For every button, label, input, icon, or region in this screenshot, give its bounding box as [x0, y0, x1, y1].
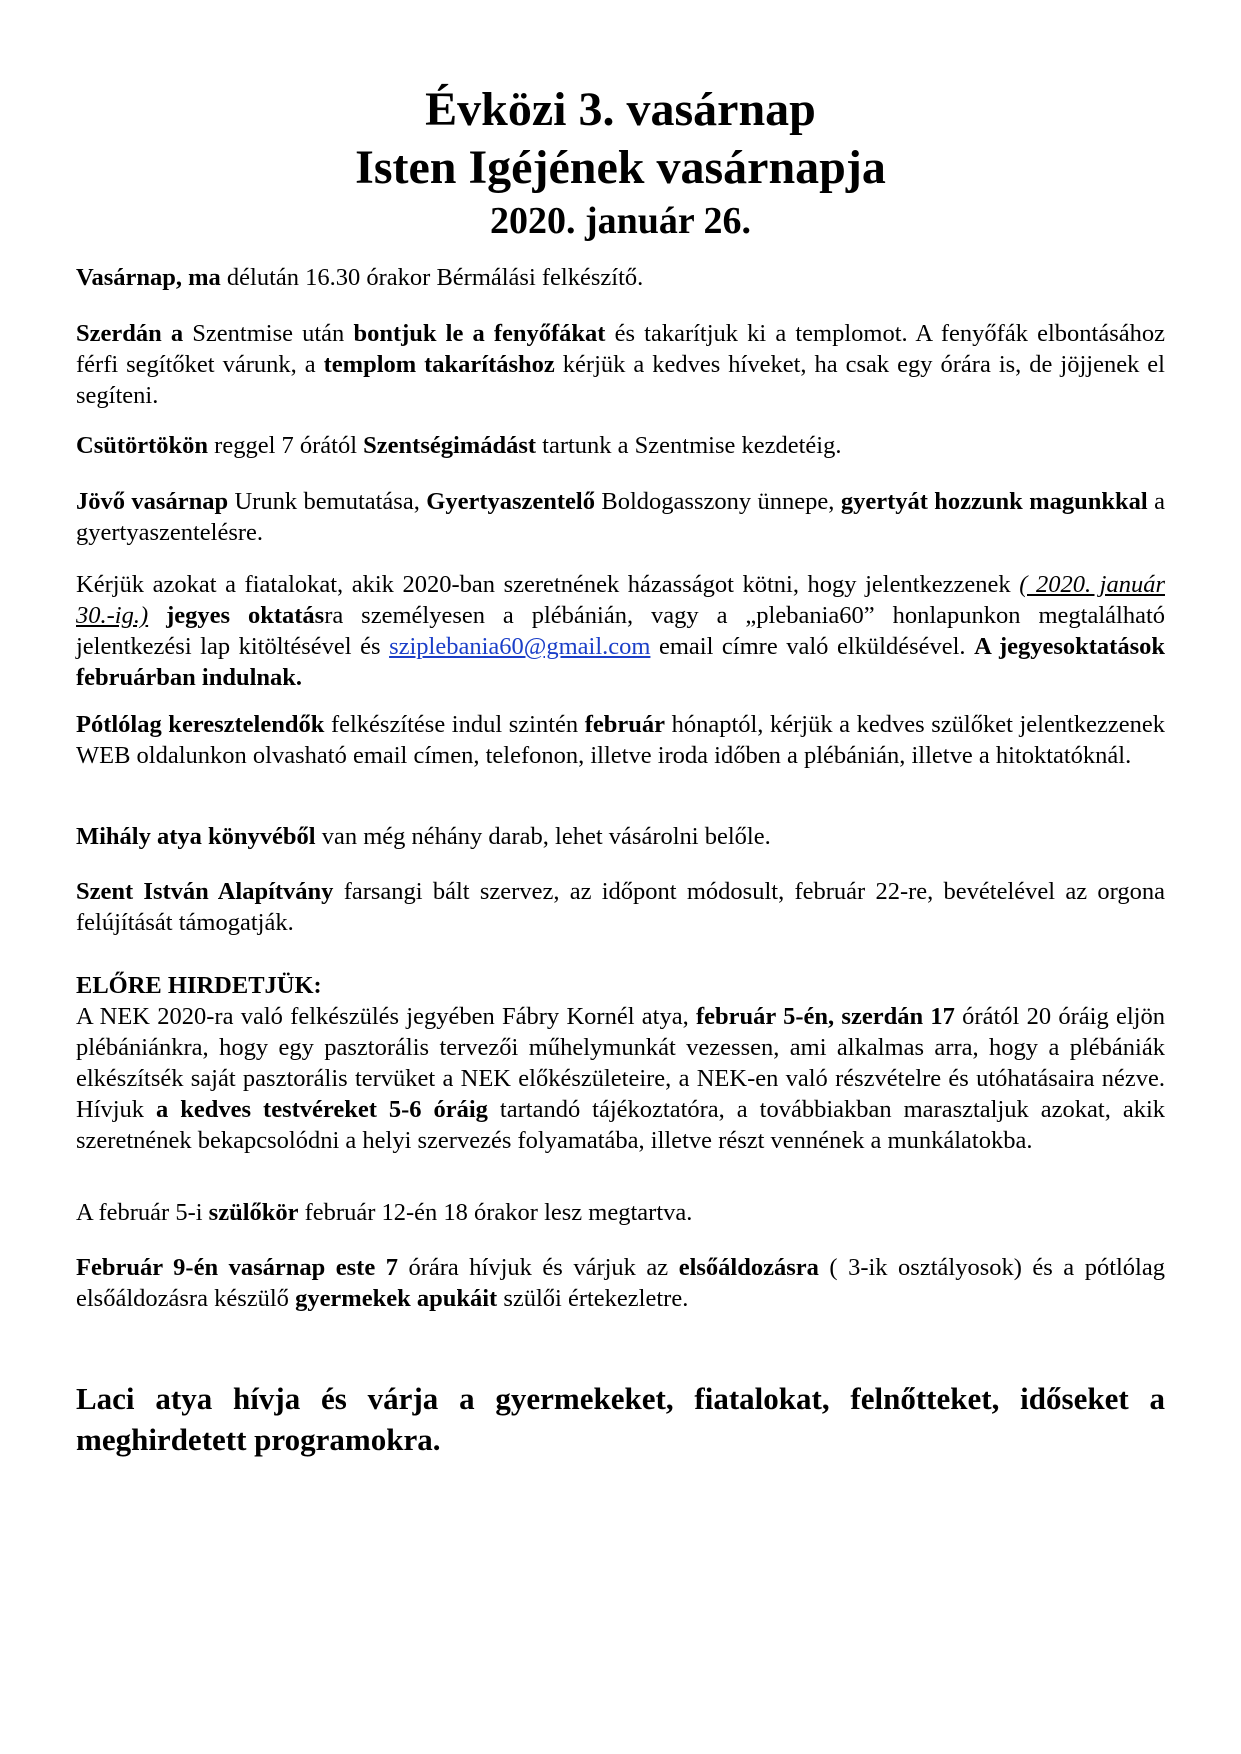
announcement-next-sunday: Jövő vasárnap Urunk bemutatása, Gyertyaszentelő Boldogasszony ünnepe, gyertyát hozzunk magunkkal a gyertyaszentelésre. — [76, 488, 1165, 546]
announcement-nek: A NEK 2020-ra való felkészülés jegyében Fábry Kornél atya, február 5-én, szerdán 17 órától 20 óráig eljön plébániánkra, hogy egy pasztorális tervezői műhelymunkát vezessen, ami alkalmas arra, hogy a plébániák elkészítsék saját pasztorális tervüket a NEK előkészületeire, a NEK-en való részvételre és utóhatásaira nézve. Hívjuk a kedves testvéreket 5-6 óráig tartandó tájékoztatóra, a továbbiakban marasztaljuk azokat, akik szeretnének bekapcsolódni a helyi szervezés folyamatába, illetve részt vennének a munkálatokba. — [76, 1003, 1165, 1154]
announcement-thursday: Csütörtökön reggel 7 órától Szentségimádást tartunk a Szentmise kezdetéig. — [76, 432, 842, 459]
announcement-baptism: Pótlólag keresztelendők felkészítése indul szintén február hónaptól, kérjük a kedves szülőket jelentkezzenek WEB oldalunkon olvasható email címen, telefonon, illetve iroda időben a plébánián, illetve a hitoktatóknál. — [76, 711, 1165, 769]
announcement-ball: Szent István Alapítvány farsangi bált szervez, az időpont módosult, február 22-re, bevételével az orgona felújítását támogatják. — [76, 878, 1165, 936]
email-link[interactable]: sziplebania60@gmail.com — [389, 633, 651, 660]
page-subtitle: Isten Igéjének vasárnapja — [355, 141, 886, 194]
page-title: Évközi 3. vasárnap — [425, 83, 816, 136]
announcement-marriage-prep: Kérjük azokat a fiatalokat, akik 2020-ban szeretnének házasságot kötni, hogy jelentkezzenek ( 2020. január 30.-ig.) jegyes oktatásra személyesen a plébánián, vagy a „plebania60” honlapunkon megtalálható jelentkezési lap kitöltésével és sziplebania60@gmail.com email címre való elküldésével. A jegyesoktatások februárban indulnak. — [76, 571, 1166, 691]
announcement-sunday: Vasárnap, ma délután 16.30 órakor Bérmálási felkészítő. — [76, 264, 644, 291]
announcement-first-communion: Február 9-én vasárnap este 7 órára hívjuk és várjuk az elsőáldozásra ( 3-ik osztályosok) és a pótlólag elsőáldozásra készülő gyermekek apukáit szülői értekezletre. — [76, 1254, 1165, 1312]
announcement-advance-heading: ELŐRE HIRDETJÜK: — [76, 972, 322, 999]
closing-invitation: Laci atya hívja és várja a gyermekeket, fiatalokat, felnőtteket, időseket a meghirdetett programokra. — [76, 1381, 1165, 1457]
page-date: 2020. január 26. — [489, 200, 752, 242]
announcement-wednesday: Szerdán a Szentmise után bontjuk le a fenyőfákat és takarítjuk ki a templomot. A fenyőfák elbontásához férfi segítőket várunk, a templom takarításhoz kérjük a kedves híveket, ha csak egy órára is, de jöjjenek el segíteni. — [76, 320, 1165, 409]
announcement-book: Mihály atya könyvéből van még néhány darab, lehet vásárolni belőle. — [76, 823, 771, 850]
announcement-parents-circle: A február 5-i szülőkör február 12-én 18 órakor lesz megtartva. — [76, 1199, 693, 1226]
